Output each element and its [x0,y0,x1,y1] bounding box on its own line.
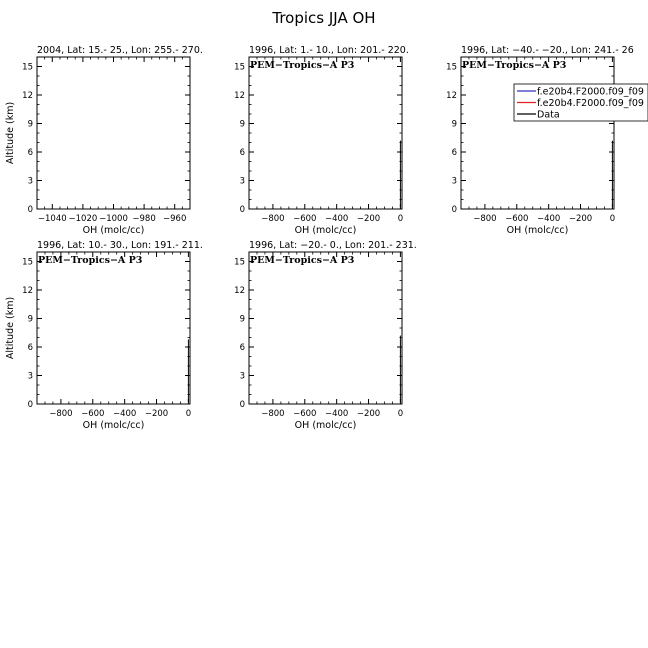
x-axis-label: OH (molc/cc) [506,225,569,236]
panel-title: 1996, Lat: 10.- 30., Lon: 191.- 211. [37,240,203,251]
y-tick-label: 6 [27,148,33,158]
panel-2 [234,45,409,236]
plot-frame [249,57,402,209]
y-tick-label: 15 [234,257,245,268]
x-tick-label: −1000 [99,214,128,224]
x-tick-label: −600 [81,409,105,419]
panel-title: 1996, Lat: 1.- 10., Lon: 201.- 220. [249,45,409,56]
y-tick-label: 12 [234,91,245,101]
x-tick-label: −400 [324,214,349,224]
panel-annotation: PEM−Tropics−A P3 [462,60,567,71]
panel-4 [5,240,203,431]
x-tick-label: −400 [324,409,349,419]
x-tick-label: −200 [568,214,593,224]
legend-label: f.e20b4.F2000.f09_f09 [537,86,644,98]
x-tick-label: −600 [293,409,317,419]
x-tick-label: −200 [356,409,381,419]
x-tick-label: −1040 [37,214,67,224]
x-tick-label: −1020 [68,214,98,224]
y-tick-label: 3 [239,176,245,187]
x-tick-label: −800 [261,214,285,224]
y-tick-label: 12 [446,91,457,101]
y-tick-label: 0 [451,205,457,215]
y-tick-label: 9 [451,119,457,130]
y-tick-label: 6 [27,343,33,353]
x-tick-label: −200 [144,409,169,419]
panel-title: 1996, Lat: −20.- 0., Lon: 201.- 231. [249,240,417,251]
y-tick-label: 9 [239,119,245,130]
x-tick-label: −980 [132,214,156,224]
x-tick-label: −400 [536,214,561,224]
x-tick-label: −800 [49,409,73,419]
panels [5,45,648,431]
x-tick-label: −960 [163,214,187,224]
panel-title: 2004, Lat: 15.- 25., Lon: 255.- 270. [37,45,203,56]
y-tick-label: 12 [234,286,245,296]
x-tick-label: 0 [397,409,404,419]
panel-5 [234,240,417,431]
y-tick-label: 3 [27,371,33,382]
y-tick-label: 6 [239,148,245,158]
y-tick-label: 3 [27,176,33,187]
x-axis-label: OH (molc/cc) [294,225,357,236]
legend-label: Data [537,109,560,121]
y-tick-label: 0 [239,205,245,215]
y-tick-label: 12 [22,91,33,101]
y-tick-label: 9 [27,119,33,130]
x-tick-label: 0 [397,214,404,224]
x-tick-label: 0 [185,409,192,419]
x-axis-label: OH (molc/cc) [82,225,145,236]
y-tick-label: 0 [27,205,33,215]
y-tick-label: 12 [22,286,33,296]
figure-title: Tropics JJA OH [272,9,376,27]
plot-frame [461,57,614,209]
y-tick-label: 9 [27,314,33,325]
y-tick-label: 15 [446,62,457,73]
y-axis-label: Altitude (km) [5,101,16,165]
x-tick-label: −600 [293,214,317,224]
x-tick-label: −800 [261,409,285,419]
y-tick-label: 3 [239,371,245,382]
y-axis-label: Altitude (km) [5,296,16,360]
panel-1 [5,45,203,236]
y-tick-label: 6 [239,343,245,353]
y-tick-label: 3 [451,176,457,187]
panel-title: 1996, Lat: −40.- −20., Lon: 241.- 26 [461,45,634,56]
x-tick-label: −400 [112,409,137,419]
y-tick-label: 9 [239,314,245,325]
y-tick-label: 15 [234,62,245,73]
panel-annotation: PEM−Tropics−A P3 [250,255,355,266]
x-tick-label: −200 [356,214,381,224]
plot-frame [249,252,402,404]
plot-frame [37,252,190,404]
y-tick-label: 0 [27,400,33,410]
panel-annotation: PEM−Tropics−A P3 [250,60,355,71]
plot-frame [37,57,190,209]
x-axis-label: OH (molc/cc) [82,420,145,431]
y-tick-label: 6 [451,148,457,158]
legend [514,84,648,121]
x-tick-label: 0 [609,214,616,224]
y-tick-label: 15 [22,62,33,73]
y-tick-label: 0 [239,400,245,410]
x-tick-label: −800 [473,214,497,224]
x-tick-label: −600 [505,214,529,224]
panel-annotation: PEM−Tropics−A P3 [38,255,143,266]
y-tick-label: 15 [22,257,33,268]
x-axis-label: OH (molc/cc) [294,420,357,431]
panel-3 [446,45,648,236]
legend-label: f.e20b4.F2000.f09_f09 [537,98,644,109]
